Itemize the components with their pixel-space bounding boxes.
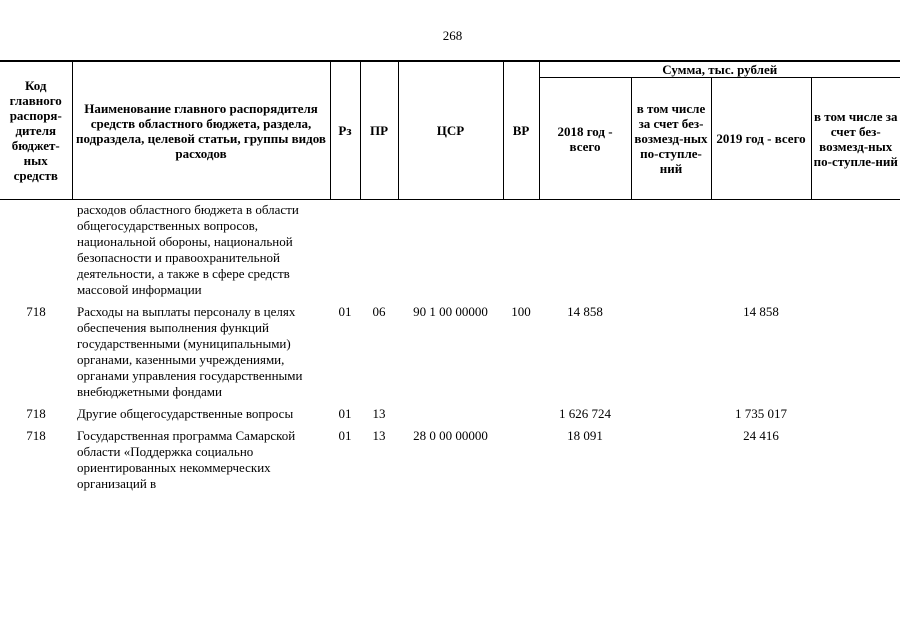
cell-code: 718 [26, 428, 46, 443]
cell-sum-2019 [711, 200, 811, 299]
cell-free-2018 [631, 200, 711, 299]
header-2018-free: в том числе за счет без-возмезд-ных по-ступле-ний [631, 78, 711, 200]
header-2018-total: 2018 год - всего [539, 78, 631, 200]
cell-pr: 13 [372, 428, 386, 443]
cell-sum-2018 [539, 200, 631, 299]
table-row [0, 400, 900, 422]
header-pr: ПР [360, 61, 398, 200]
header-csr: ЦСР [398, 61, 503, 200]
cell-code [0, 200, 72, 299]
cell-sum-2019: 24 416 [743, 428, 779, 443]
cell-free-2018 [631, 298, 711, 400]
cell-csr: 90 1 00 00000 [413, 304, 488, 319]
header-sum-group: Сумма, тыс. рублей [539, 61, 900, 78]
cell-free-2018 [631, 422, 711, 492]
cell-vr [503, 400, 539, 422]
cell-vr [503, 422, 539, 492]
header-rz: Рз [330, 61, 360, 200]
cell-sum-2018: 1 626 724 [559, 406, 611, 421]
cell-code: 718 [26, 304, 46, 319]
header-2019-free: в том числе за счет без-возмезд-ных по-ступле-ний [811, 78, 900, 200]
table-header [0, 61, 900, 200]
cell-rz: 01 [338, 304, 352, 319]
cell-rz [330, 200, 360, 299]
table-row [0, 422, 900, 492]
cell-rz: 01 [338, 428, 352, 443]
page-number: 268 [442, 28, 463, 43]
cell-name: Государственная программа Самарской области «Поддержка социально ориентированных некоммерческих организаций в [77, 428, 296, 491]
budget-table [0, 60, 900, 492]
cell-free-2019 [811, 200, 900, 299]
cell-sum-2018: 14 858 [567, 304, 603, 319]
header-name: Наименование главного распорядителя средств областного бюджета, раздела, подраздела, целевой статьи, группы видов расходов [72, 61, 330, 200]
cell-name: Другие общегосударственные вопросы [77, 406, 294, 421]
cell-rz: 01 [338, 406, 352, 421]
cell-pr [360, 200, 398, 299]
table-row [0, 200, 900, 299]
cell-sum-2019: 14 858 [743, 304, 779, 319]
cell-pr: 06 [372, 304, 386, 319]
header-2019-total: 2019 год - всего [711, 78, 811, 200]
cell-sum-2018: 18 091 [567, 428, 603, 443]
cell-vr: 100 [511, 304, 531, 319]
cell-sum-2019: 1 735 017 [735, 406, 787, 421]
header-code: Код главного распоря-дителя бюджет-ных средств [0, 61, 72, 200]
cell-csr [398, 200, 503, 299]
cell-csr [398, 400, 503, 422]
header-vr: ВР [503, 61, 539, 200]
cell-code: 718 [26, 406, 46, 421]
cell-vr [503, 200, 539, 299]
table-body [0, 200, 900, 493]
cell-name: расходов областного бюджета в области общегосударственных вопросов, национальной обороны, национальной безопасности и правоохранительной деятельности, а также в сфере средств массовой информации [77, 202, 299, 297]
cell-free-2018 [631, 400, 711, 422]
table-row [0, 298, 900, 400]
cell-free-2019 [811, 400, 900, 422]
cell-csr: 28 0 00 00000 [413, 428, 488, 443]
cell-pr: 13 [372, 406, 386, 421]
cell-free-2019 [811, 298, 900, 400]
cell-free-2019 [811, 422, 900, 492]
cell-name: Расходы на выплаты персоналу в целях обеспечения выполнения функций государственными (муниципальными) органами, казенными учреждениями, органами управления государственными внебюджетными фондами [77, 304, 303, 399]
